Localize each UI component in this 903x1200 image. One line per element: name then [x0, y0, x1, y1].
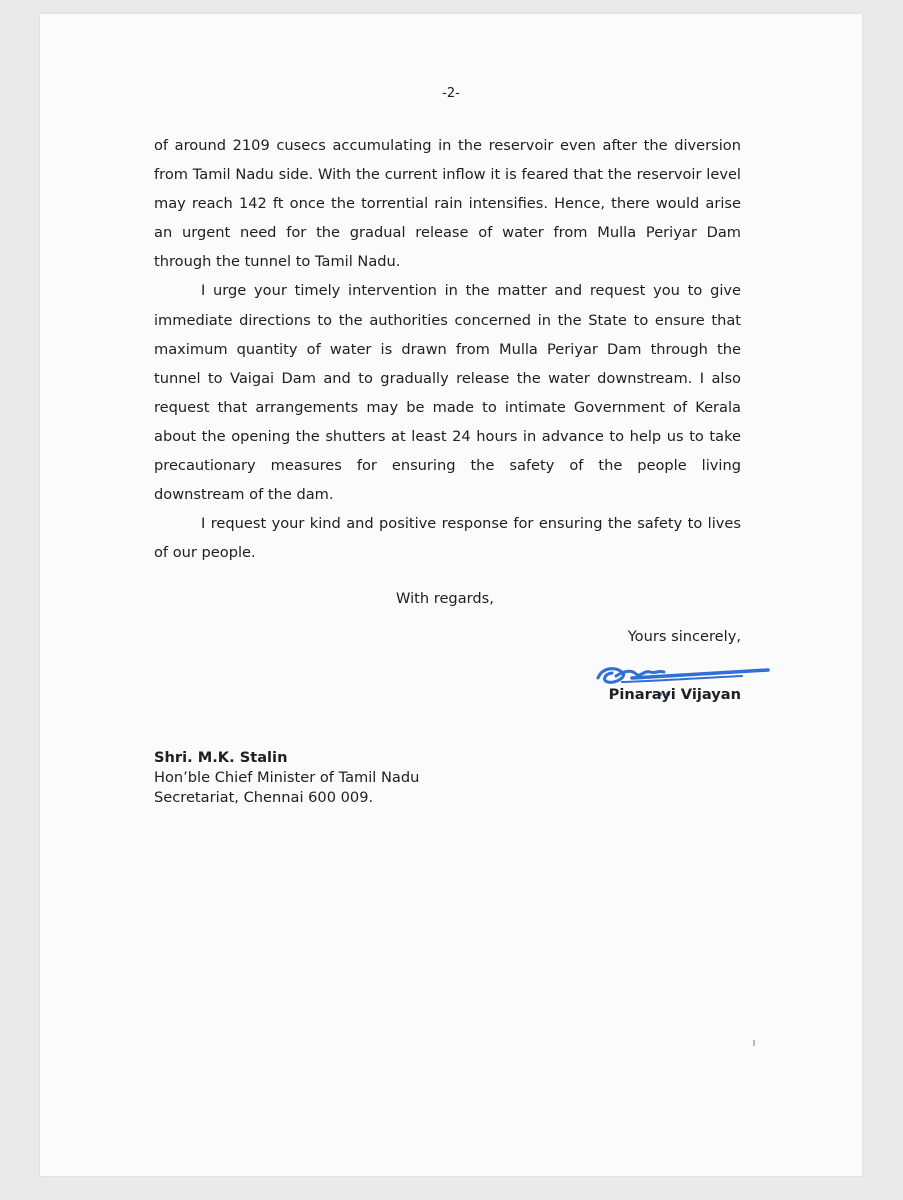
- letter-page: [40, 14, 862, 1176]
- addressee-address: Secretariat, Chennai 600 009.: [154, 789, 374, 806]
- addressee-block: [154, 748, 419, 808]
- addressee-title: Hon’ble Chief Minister of Tamil Nadu: [154, 769, 420, 786]
- page-number: -2-: [442, 86, 460, 101]
- signer-name: Pinarayi Vijayan: [608, 686, 741, 703]
- scan-speck: [753, 1040, 755, 1046]
- body-paragraph-1: of around 2109 cusecs accumulating in the reservoir even after the diversion from Tamil Nadu side. With the current inflow it is feared that the reservoir level may reach 142 ft once the torrential rain intensifies. Hence, there would arise an urgent need for the gradual release of water from Mulla Periyar Dam through the tunnel to Tamil Nadu.: [154, 137, 741, 271]
- closing-regards: With regards,: [396, 590, 494, 607]
- addressee-name: Shri. M.K. Stalin: [154, 749, 288, 766]
- sign-off: Yours sincerely,: [627, 628, 741, 645]
- body-paragraph-3: I request your kind and positive response for ensuring the safety to lives of our people.: [154, 515, 741, 562]
- letter-body: [154, 131, 741, 567]
- body-paragraph-2: I urge your timely intervention in the matter and request you to give immediate directions to the authorities concerned in the State to ensure that maximum quantity of water is drawn from Mulla Periyar Dam through the tunnel to Vaigai Dam and to gradually release the water downstream. I also request that arrangements may be made to intimate Government of Kerala about the opening the shutters at least 24 hours in advance to help us to take precautionary measures for ensuring the safety of the people living downstream of the dam.: [154, 282, 741, 504]
